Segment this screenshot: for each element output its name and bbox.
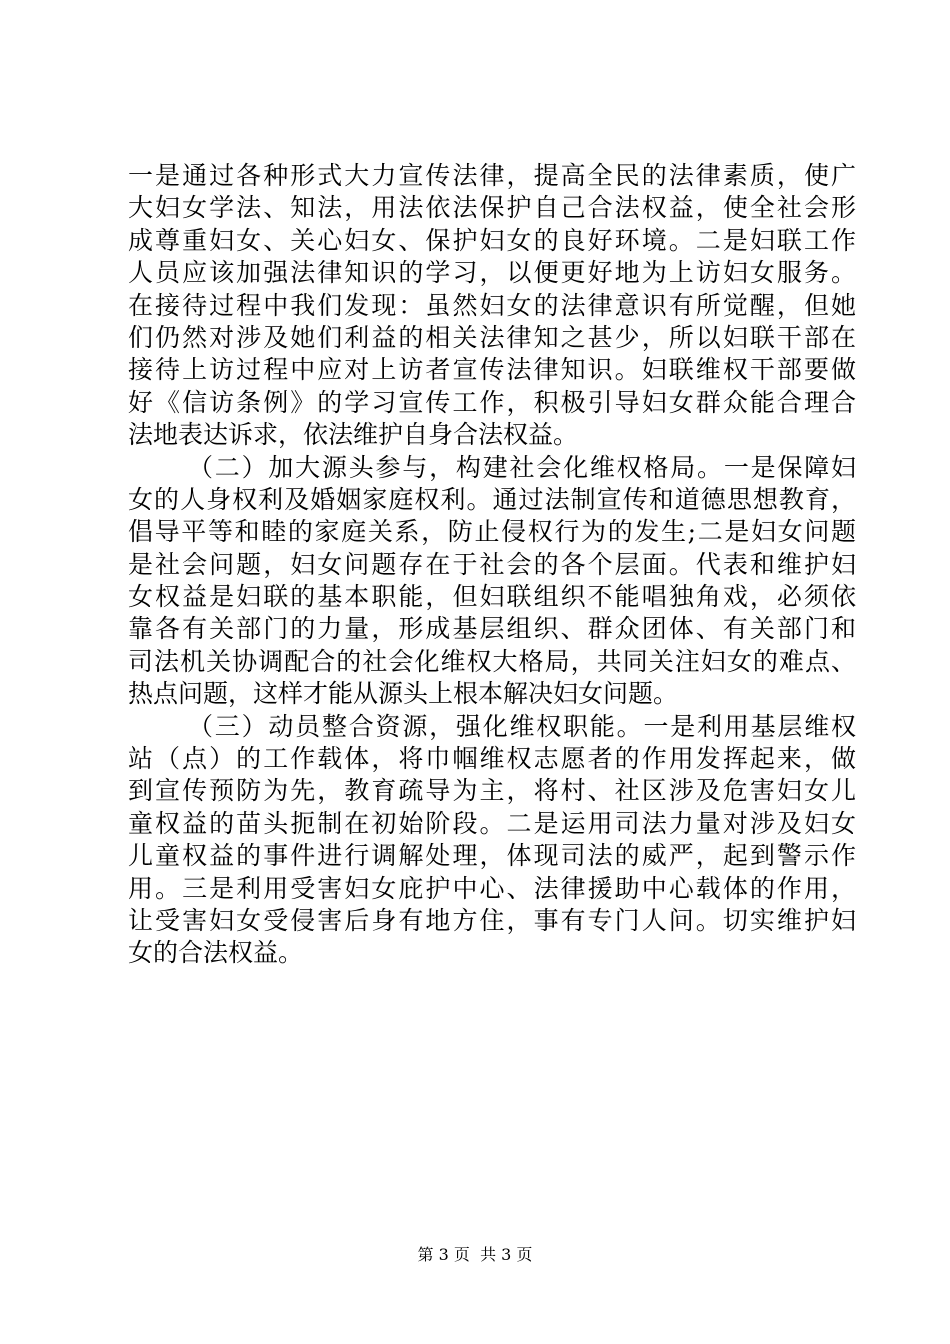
text-line: 让受害妇女受侵害后身有地方住，事有专门人问。切实维护妇	[128, 905, 856, 935]
text-line: 大妇女学法、知法，用法依法保护自己合法权益，使全社会形	[128, 193, 856, 223]
page-footer	[0, 1243, 950, 1267]
text-line: 司法机关协调配合的社会化维权大格局，共同关注妇女的难点、	[128, 646, 856, 676]
text-line: 站（点）的工作载体，将巾帼维权志愿者的作用发挥起来，做	[128, 744, 856, 774]
text-line: 童权益的苗头扼制在初始阶段。二是运用司法力量对涉及妇女	[128, 808, 856, 838]
text-line: 倡导平等和睦的家庭关系，防止侵权行为的发生;二是妇女问题	[128, 517, 856, 547]
text-line: 女权益是妇联的基本职能，但妇联组织不能唱独角戏，必须依	[128, 582, 856, 612]
paragraph-2	[128, 452, 856, 711]
page-number-label: 第 3 页 共 3 页	[417, 1245, 533, 1264]
text-line: 一是通过各种形式大力宣传法律，提高全民的法律素质，使广	[128, 161, 856, 190]
text-line: 女的人身权利及婚姻家庭权利。通过法制宣传和道德思想教育，	[128, 484, 856, 514]
text-line: （三）动员整合资源，强化维权职能。一是利用基层维权	[188, 711, 856, 741]
text-line: 用。三是利用受害妇女庇护中心、法律援助中心载体的作用，	[128, 873, 856, 903]
text-line: （二）加大源头参与，构建社会化维权格局。一是保障妇	[188, 452, 856, 482]
text-line: 成尊重妇女、关心妇女、保护妇女的良好环境。二是妇联工作	[128, 225, 856, 255]
text-line: 是社会问题，妇女问题存在于社会的各个层面。代表和维护妇	[128, 549, 856, 579]
text-line: 儿童权益的事件进行调解处理，体现司法的威严，起到警示作	[128, 841, 856, 871]
text-line: 好《信访条例》的学习宣传工作，积极引导妇女群众能合理合	[128, 387, 856, 417]
text-line: 热点问题，这样才能从源头上根本解决妇女问题。	[128, 679, 679, 709]
paragraph-1	[128, 160, 856, 452]
text-line: 人员应该加强法律知识的学习，以便更好地为上访妇女服务。	[128, 258, 856, 288]
text-line: 们仍然对涉及她们利益的相关法律知之甚少，所以妇联干部在	[128, 322, 856, 352]
text-line: 在接待过程中我们发现：虽然妇女的法律意识有所觉醒，但她	[128, 290, 856, 320]
text-line: 到宣传预防为先，教育疏导为主，将村、社区涉及危害妇女儿	[128, 776, 856, 806]
text-line: 靠各有关部门的力量，形成基层组织、群众团体、有关部门和	[128, 614, 856, 644]
text-line: 法地表达诉求，依法维护自身合法权益。	[128, 420, 579, 450]
paragraph-3	[128, 711, 856, 970]
document-body	[128, 160, 856, 970]
text-line: 女的合法权益。	[128, 938, 304, 968]
text-line: 接待上访过程中应对上访者宣传法律知识。妇联维权干部要做	[128, 355, 856, 385]
